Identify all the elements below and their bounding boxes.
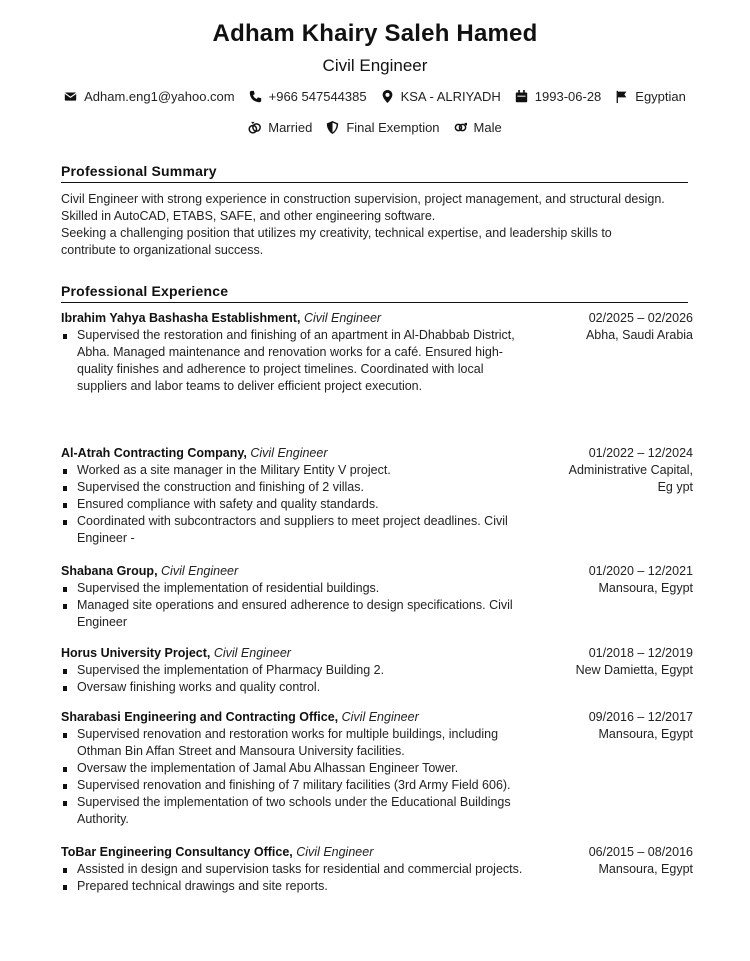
- job-location: Mansoura, Egypt: [598, 727, 693, 741]
- job-bullet: Coordinated with subcontractors and suppliers to meet project deadlines. Civil Engineer -: [61, 513, 531, 547]
- job-entry: [61, 445, 693, 547]
- summary-line: Skilled in AutoCAD, ETABS, SAFE, and other engineering software.: [61, 209, 436, 223]
- contact-row-primary: [0, 89, 750, 104]
- location-icon: [381, 90, 394, 103]
- job-entry: [61, 310, 693, 395]
- contact-military-status: [326, 120, 439, 135]
- contact-gender-text: Male: [473, 120, 502, 135]
- job-header: [61, 645, 693, 662]
- job-bullets: [61, 462, 531, 547]
- job-company: Al-Atrah Contracting Company,: [61, 446, 247, 460]
- job-header: [61, 310, 693, 327]
- shield-icon: [326, 121, 339, 134]
- contact-marital-status-text: Married: [268, 120, 313, 135]
- rings-icon: [248, 121, 261, 134]
- job-entry: [61, 709, 693, 828]
- job-dates: 01/2018 – 12/2019: [588, 646, 693, 660]
- job-header: [61, 844, 693, 861]
- job-bullet: Oversaw the implementation of Jamal Abu Alhassan Engineer Tower.: [61, 760, 531, 777]
- flag-icon: [615, 90, 628, 103]
- job-bullets: [61, 327, 531, 395]
- job-bullet: Ensured compliance with safety and quality standards.: [61, 496, 531, 513]
- email-icon: [64, 90, 77, 103]
- candidate-name: Adham Khairy Saleh Hamed: [212, 20, 538, 47]
- job-role: Civil Engineer: [161, 564, 239, 578]
- job-role: Civil Engineer: [341, 710, 419, 724]
- job-entry: [61, 844, 693, 895]
- job-bullets: [61, 861, 531, 895]
- job-dates: 01/2022 – 12/2024: [588, 446, 693, 460]
- job-location: Mansoura, Egypt: [598, 581, 693, 595]
- job-bullet: Oversaw finishing works and quality control.: [61, 679, 531, 696]
- job-header: [61, 709, 693, 726]
- job-header: [61, 445, 693, 462]
- job-dates: 01/2020 – 12/2021: [588, 564, 693, 578]
- contact-marital-status: [248, 120, 312, 135]
- section-heading-experience: Professional Experience: [61, 283, 229, 299]
- contact-location-text: KSA - ALRIYADH: [400, 89, 501, 104]
- contact-phone-text: +966 547544385: [268, 89, 367, 104]
- contact-email[interactable]: [64, 89, 235, 104]
- job-company: Shabana Group,: [61, 564, 158, 578]
- job-bullet: Supervised the implementation of Pharmacy Building 2.: [61, 662, 531, 679]
- job-bullet: Assisted in design and supervision tasks for residential and commercial projects.: [61, 861, 531, 878]
- job-bullets: [61, 662, 531, 696]
- job-bullet: Supervised renovation and restoration works for multiple buildings, including Othman Bin Affan Street and Mansoura University facilities.: [61, 726, 531, 760]
- candidate-title: Civil Engineer: [322, 56, 428, 75]
- job-company: Ibrahim Yahya Bashasha Establishment,: [61, 311, 301, 325]
- job-dates: 06/2015 – 08/2016: [588, 845, 693, 859]
- contact-row-secondary: [0, 120, 750, 135]
- section-heading-summary: Professional Summary: [61, 163, 217, 179]
- job-bullet: Supervised renovation and finishing of 7 military facilities (3rd Army Field 606).: [61, 777, 531, 794]
- job-company: Horus University Project,: [61, 646, 211, 660]
- contact-birthdate-text: 1993-06-28: [534, 89, 602, 104]
- job-bullet: Worked as a site manager in the Military Entity V project.: [61, 462, 531, 479]
- summary-line: Civil Engineer with strong experience in construction supervision, project management, and structural design.: [61, 192, 665, 206]
- job-bullet: Supervised the implementation of residential buildings.: [61, 580, 531, 597]
- job-role: Civil Engineer: [250, 446, 328, 460]
- job-dates: 02/2025 – 02/2026: [588, 311, 693, 325]
- phone-icon: [249, 90, 262, 103]
- job-bullet: Prepared technical drawings and site reports.: [61, 878, 531, 895]
- contact-birthdate: [515, 89, 602, 104]
- job-dates: 09/2016 – 12/2017: [588, 710, 693, 724]
- job-location: New Damietta, Egypt: [575, 663, 693, 677]
- section-divider: [61, 182, 688, 183]
- job-company: ToBar Engineering Consultancy Office,: [61, 845, 293, 859]
- contact-nationality-text: Egyptian: [635, 89, 686, 104]
- section-divider: [61, 302, 688, 303]
- job-entry: [61, 645, 693, 696]
- contact-gender: [454, 120, 502, 135]
- job-role: Civil Engineer: [213, 646, 291, 660]
- contact-nationality: [615, 89, 686, 104]
- summary-line: Seeking a challenging position that utilizes my creativity, technical expertise, and leadership skills to contribute to organizational success.: [61, 226, 612, 257]
- job-location: Abha, Saudi Arabia: [585, 328, 693, 342]
- job-bullet: Supervised the restoration and finishing of an apartment in Al-Dhabbab District, Abha. Managed maintenance and renovation works for a café. Ensured high-quality finishes and adherence to project timelines. Coordinated with local suppliers and labor teams to deliver efficient project execution.: [61, 327, 531, 395]
- job-location: Administrative Capital, Eg ypt: [568, 463, 693, 494]
- contact-military-status-text: Final Exemption: [346, 120, 440, 135]
- job-role: Civil Engineer: [296, 845, 374, 859]
- gender-icon: [454, 121, 467, 134]
- contact-phone[interactable]: [249, 89, 367, 104]
- job-entry: [61, 563, 693, 631]
- job-bullets: [61, 726, 531, 828]
- job-bullet: Supervised the construction and finishing of 2 villas.: [61, 479, 531, 496]
- job-bullet: Supervised the implementation of two schools under the Educational Buildings Authority.: [61, 794, 531, 828]
- contact-email-text: Adham.eng1@yahoo.com: [84, 89, 235, 104]
- job-company: Sharabasi Engineering and Contracting Office,: [61, 710, 339, 724]
- job-role: Civil Engineer: [303, 311, 382, 325]
- summary-text: [61, 191, 701, 259]
- contact-location: [381, 89, 501, 104]
- calendar-icon: [515, 90, 528, 103]
- job-bullet: Managed site operations and ensured adherence to design specifications. Civil Engineer: [61, 597, 531, 631]
- job-header: [61, 563, 693, 580]
- job-bullets: [61, 580, 531, 631]
- job-location: Mansoura, Egypt: [598, 862, 693, 876]
